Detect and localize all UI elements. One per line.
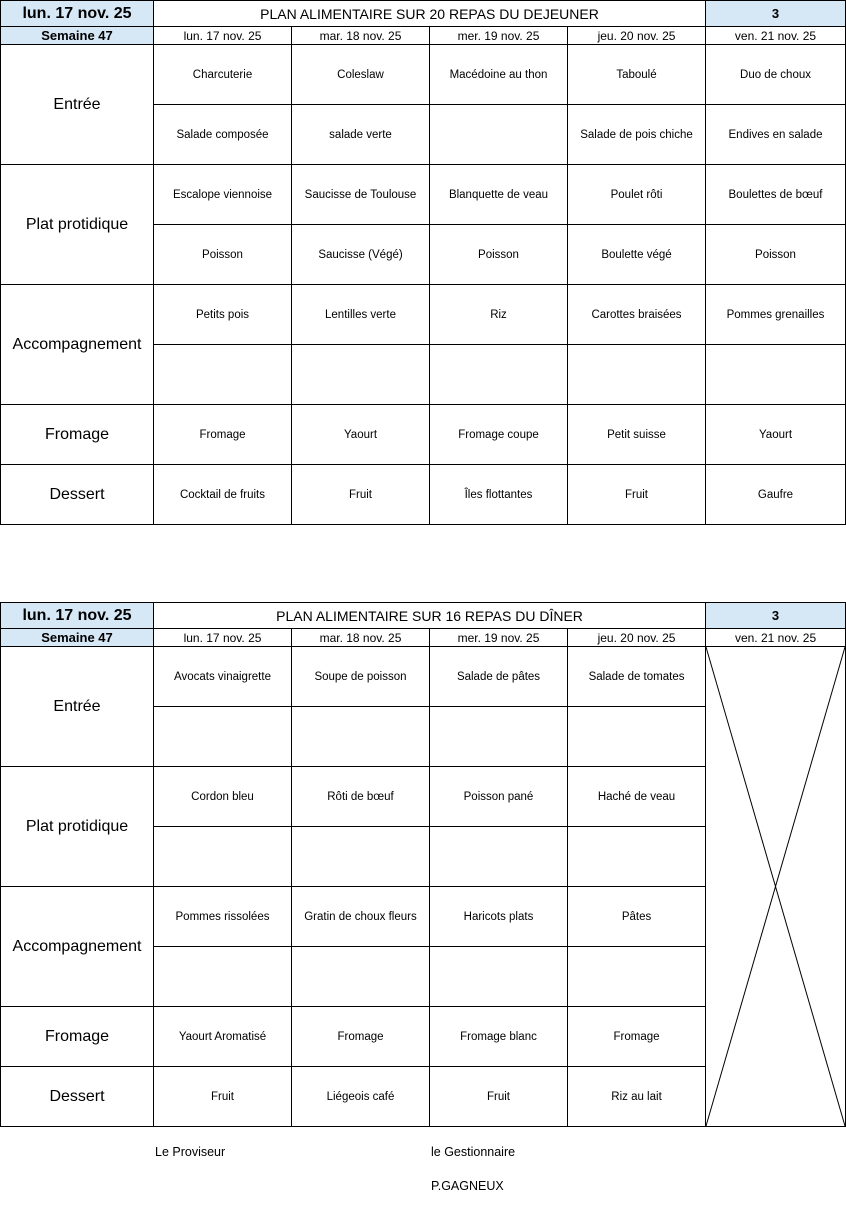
day-header: lun. 17 nov. 25: [154, 629, 292, 647]
menu-item: Pommes grenailles: [706, 285, 846, 345]
menu-item: Pâtes: [568, 887, 706, 947]
menu-item: Avocats vinaigrette: [154, 647, 292, 707]
menu-item: [706, 345, 846, 405]
menu-item: [292, 707, 430, 767]
menu-item: [568, 827, 706, 887]
menu-item: Fruit: [154, 1067, 292, 1127]
signature-gestionnaire: le Gestionnaire: [431, 1145, 516, 1159]
menu-title: PLAN ALIMENTAIRE SUR 16 REPAS DU DÎNER: [154, 603, 706, 629]
menu-item: Saucisse (Végé): [292, 225, 430, 285]
menu-item: Fromage coupe: [430, 405, 568, 465]
menu-item: [430, 345, 568, 405]
menu-item: Endives en salade: [706, 105, 846, 165]
menu-item: Salade de pois chiche: [568, 105, 706, 165]
menu-item: Poisson: [706, 225, 846, 285]
menu-item: Boulettes de bœuf: [706, 165, 846, 225]
menu-item: Boulette végé: [568, 225, 706, 285]
menu-item: Gaufre: [706, 465, 846, 525]
category-entree: Entrée: [1, 647, 154, 767]
category-accompagnement: Accompagnement: [1, 285, 154, 405]
menu-item: Poisson pané: [430, 767, 568, 827]
category-plat: Plat protidique: [1, 165, 154, 285]
menu-item: Îles flottantes: [430, 465, 568, 525]
day-header: jeu. 20 nov. 25: [568, 27, 706, 45]
menu-item: Fromage blanc: [430, 1007, 568, 1067]
day-header: mer. 19 nov. 25: [430, 27, 568, 45]
menu-item: Soupe de poisson: [292, 647, 430, 707]
menu-item: [292, 827, 430, 887]
menu-item: [430, 947, 568, 1007]
lunch-table: [0, 0, 846, 525]
day-header: ven. 21 nov. 25: [706, 27, 846, 45]
menu-item: [568, 707, 706, 767]
menu-item: [154, 707, 292, 767]
week-label: Semaine 47: [1, 629, 154, 647]
menu-number: 3: [706, 1, 846, 27]
menu-item: Blanquette de veau: [430, 165, 568, 225]
menu-item: Cordon bleu: [154, 767, 292, 827]
menu-item: Gratin de choux fleurs: [292, 887, 430, 947]
menu-date: lun. 17 nov. 25: [1, 1, 154, 27]
menu-item: [154, 345, 292, 405]
menu-item: Poulet rôti: [568, 165, 706, 225]
menu-item: [430, 105, 568, 165]
day-header: mar. 18 nov. 25: [292, 629, 430, 647]
menu-item: Fromage: [292, 1007, 430, 1067]
menu-item: [292, 345, 430, 405]
menu-item: [430, 827, 568, 887]
category-entree: Entrée: [1, 45, 154, 165]
menu-item: salade verte: [292, 105, 430, 165]
signature-gestionnaire-name: P.GAGNEUX: [431, 1179, 504, 1193]
menu-item: Lentilles verte: [292, 285, 430, 345]
dinner-menu: [0, 602, 845, 1127]
week-label: Semaine 47: [1, 27, 154, 45]
menu-item: Yaourt: [292, 405, 430, 465]
day-header: jeu. 20 nov. 25: [568, 629, 706, 647]
no-service-cross: [706, 647, 846, 1127]
menu-item: Liégeois café: [292, 1067, 430, 1127]
menu-title: PLAN ALIMENTAIRE SUR 20 REPAS DU DEJEUNER: [154, 1, 706, 27]
menu-item: Coleslaw: [292, 45, 430, 105]
day-header: mar. 18 nov. 25: [292, 27, 430, 45]
menu-item: [292, 947, 430, 1007]
menu-item: [568, 947, 706, 1007]
category-accompagnement: Accompagnement: [1, 887, 154, 1007]
menu-item: Salade composée: [154, 105, 292, 165]
category-dessert: Dessert: [1, 465, 154, 525]
menu-item: Saucisse de Toulouse: [292, 165, 430, 225]
category-dessert: Dessert: [1, 1067, 154, 1127]
menu-item: Carottes braisées: [568, 285, 706, 345]
menu-item: Duo de choux: [706, 45, 846, 105]
menu-item: Charcuterie: [154, 45, 292, 105]
dinner-table: [0, 602, 846, 1127]
menu-item: Pommes rissolées: [154, 887, 292, 947]
menu-item: Taboulé: [568, 45, 706, 105]
menu-item: Riz au lait: [568, 1067, 706, 1127]
signature-proviseur: Le Proviseur: [155, 1145, 226, 1159]
menu-item: Fruit: [292, 465, 430, 525]
menu-item: Salade de pâtes: [430, 647, 568, 707]
menu-item: Escalope viennoise: [154, 165, 292, 225]
menu-item: Petits pois: [154, 285, 292, 345]
menu-item: Macédoine au thon: [430, 45, 568, 105]
menu-item: [154, 827, 292, 887]
lunch-menu: [0, 0, 845, 525]
menu-item: [154, 947, 292, 1007]
menu-date: lun. 17 nov. 25: [1, 603, 154, 629]
category-fromage: Fromage: [1, 405, 154, 465]
menu-item: Salade de tomates: [568, 647, 706, 707]
menu-item: Fromage: [154, 405, 292, 465]
menu-item: Cocktail de fruits: [154, 465, 292, 525]
menu-item: [568, 345, 706, 405]
category-plat: Plat protidique: [1, 767, 154, 887]
day-header: ven. 21 nov. 25: [706, 629, 846, 647]
menu-item: Fruit: [430, 1067, 568, 1127]
cross-mark-icon: [706, 647, 845, 1126]
menu-number: 3: [706, 603, 846, 629]
menu-item: Fruit: [568, 465, 706, 525]
day-header: mer. 19 nov. 25: [430, 629, 568, 647]
category-fromage: Fromage: [1, 1007, 154, 1067]
menu-item: Yaourt Aromatisé: [154, 1007, 292, 1067]
day-header: lun. 17 nov. 25: [154, 27, 292, 45]
menu-item: Poisson: [154, 225, 292, 285]
menu-item: Fromage: [568, 1007, 706, 1067]
menu-item: Haricots plats: [430, 887, 568, 947]
menu-item: Riz: [430, 285, 568, 345]
menu-item: Rôti de bœuf: [292, 767, 430, 827]
menu-item: Petit suisse: [568, 405, 706, 465]
menu-item: Poisson: [430, 225, 568, 285]
menu-item: Yaourt: [706, 405, 846, 465]
menu-item: Haché de veau: [568, 767, 706, 827]
menu-item: [430, 707, 568, 767]
